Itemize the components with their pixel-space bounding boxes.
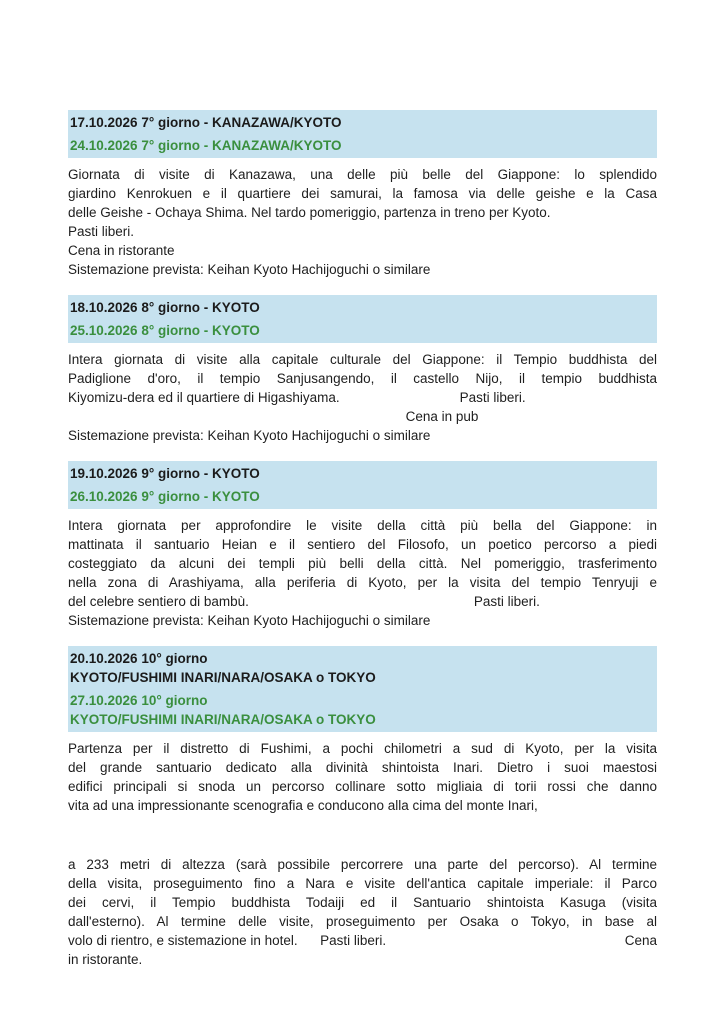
day-header-line: 17.10.2026 7° giorno - KANAZAWA/KYOTO [70, 115, 342, 130]
day-header-line-alternate: 25.10.2026 8° giorno - KYOTO [70, 323, 260, 338]
body-line: a 233 metri di altezza (sarà possibile percorrere una parte del percorso). Al termine [68, 857, 657, 872]
day-header-line-alternate: 27.10.2026 10° giorno [70, 693, 208, 708]
day-header [68, 646, 657, 732]
day-header-original-dates [70, 649, 653, 687]
body-line: Cena in ristorante [68, 243, 175, 258]
day-header-line-alternate: 26.10.2026 9° giorno - KYOTO [70, 489, 260, 504]
body-line: vita ad una impressionante scenografia e conducono alla cima del monte Inari, [68, 798, 538, 813]
body-line: Pasti liberi. [68, 224, 135, 239]
body-line: in ristorante. [68, 952, 143, 967]
itinerary-document [68, 110, 657, 969]
body-line: Cena in pub [68, 409, 479, 424]
body-line: Giornata di visite di Kanazawa, una delle più belle del Giappone: lo splendido [68, 167, 657, 182]
itinerary-section-day-9 [68, 461, 657, 630]
body-line: giardino Kenrokuen e il quartiere dei samurai, la famosa via delle geishe e la Casa [68, 186, 657, 201]
day-header-line-alternate: 24.10.2026 7° giorno - KANAZAWA/KYOTO [70, 138, 342, 153]
body-line: Sistemazione prevista: Keihan Kyoto Hachijoguchi o similare [68, 262, 431, 277]
day-description [68, 350, 657, 445]
body-line-right-text: Cena [624, 933, 657, 948]
itinerary-section-day-8 [68, 295, 657, 445]
body-line: dei cervi, il Tempio buddhista Todaiji ed il Santuario shintoista Kasuga (visita [68, 895, 657, 910]
day-header [68, 295, 657, 343]
itinerary-section-day-10 [68, 646, 657, 969]
day-header-alternate-dates [70, 136, 653, 155]
day-header-line: 19.10.2026 9° giorno - KYOTO [70, 466, 260, 481]
body-line: Sistemazione prevista: Keihan Kyoto Hachijoguchi o similare [68, 613, 431, 628]
day-header-original-dates [70, 464, 653, 483]
day-description [68, 165, 657, 279]
day-header-alternate-dates [70, 487, 653, 506]
day-header-original-dates [70, 298, 653, 317]
body-line: Padiglione d'oro, il tempio Sanjusangendo, il castello Nijo, il tempio buddhista [68, 371, 657, 386]
day-header-original-dates [70, 113, 653, 132]
body-line: dall'esterno). Al termine delle visite, proseguimento per Osaka o Tokyo, in base al [68, 914, 657, 929]
day-header [68, 110, 657, 158]
day-header-line: 18.10.2026 8° giorno - KYOTO [70, 300, 260, 315]
body-line: del celebre sentiero di bambù. Pasti liberi. [68, 594, 540, 609]
body-line: del grande santuario dedicato alla divinità shintoista Inari. Dietro i suoi maestosi [68, 760, 657, 775]
body-line: nella zona di Arashiyama, alla periferia di Kyoto, per la visita del tempio Tenryuji e [68, 575, 657, 590]
body-line: della visita, proseguimento fino a Nara e visite dell'antica capitale imperiale: il Parco [68, 876, 657, 891]
day-description [68, 739, 657, 969]
body-line [68, 931, 657, 950]
body-line: Intera giornata di visite alla capitale culturale del Giappone: il Tempio buddhista del [68, 352, 657, 367]
itinerary-section-day-7 [68, 110, 657, 279]
day-header-line: KYOTO/FUSHIMI INARI/NARA/OSAKA o TOKYO [70, 670, 376, 685]
body-line: costeggiato da alcuni dei templi più belli della città. Nel pomeriggio, trasferimento [68, 556, 657, 571]
body-line: delle Geishe - Ochaya Shima. Nel tardo pomeriggio, partenza in treno per Kyoto. [68, 205, 551, 220]
day-header [68, 461, 657, 509]
day-header-alternate-dates [70, 321, 653, 340]
body-line: Sistemazione prevista: Keihan Kyoto Hachijoguchi o similare [68, 428, 431, 443]
body-line: Intera giornata per approfondire le visite della città più bella del Giappone: in [68, 518, 657, 533]
day-header-line-alternate: KYOTO/FUSHIMI INARI/NARA/OSAKA o TOKYO [70, 712, 376, 727]
body-line: Kiyomizu-dera ed il quartiere di Higashiyama. Pasti liberi. [68, 390, 526, 405]
body-line: Partenza per il distretto di Fushimi, a pochi chilometri a sud di Kyoto, per la visita [68, 741, 657, 756]
body-line: edifici principali si snoda un percorso collinare sotto migliaia di torii rossi che danno [68, 779, 657, 794]
day-description [68, 516, 657, 630]
body-line: mattinata il santuario Heian e il sentiero del Filosofo, un poetico percorso a piedi [68, 537, 657, 552]
day-header-alternate-dates [70, 691, 653, 729]
body-line-left-text: volo di rientro, e sistemazione in hotel. Pasti liberi. [68, 933, 387, 948]
day-header-line: 20.10.2026 10° giorno [70, 651, 208, 666]
